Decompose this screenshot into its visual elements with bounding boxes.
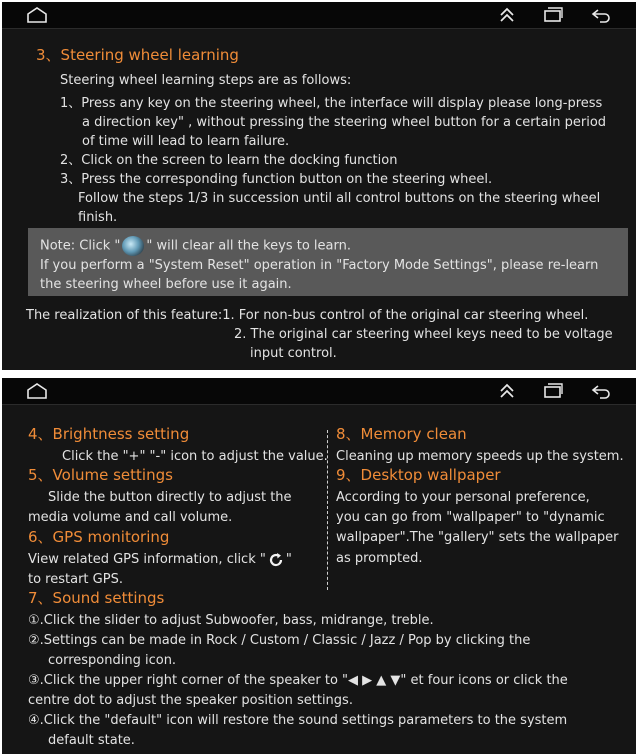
step-line: 3、Press the corresponding function button on the steering wheel. bbox=[60, 172, 493, 187]
screen-steering-wheel-help bbox=[2, 2, 636, 370]
sound-line: ②.Settings can be made in Rock / Custom / Classic / Jazz / Pop by clicking the bbox=[28, 633, 531, 648]
gps-text-before: View related GPS information, click " bbox=[28, 552, 266, 567]
back-arrow-icon[interactable] bbox=[590, 6, 612, 24]
step-line: a direction key" , without pressing the steering wheel button for a certain period bbox=[82, 115, 607, 130]
wallpaper-text: you can go from "wallpaper" to "dynamic bbox=[336, 510, 605, 525]
wallpaper-text: as prompted. bbox=[336, 551, 423, 566]
memory-text: Cleaning up memory speeds up the system. bbox=[336, 449, 624, 464]
sound-line: ④.Click the "default" icon will restore the sound settings parameters to the system bbox=[28, 713, 568, 728]
wallpaper-text: According to your personal preference, bbox=[336, 490, 590, 505]
sound-line: corresponding icon. bbox=[48, 653, 177, 668]
double-chevron-up-icon[interactable] bbox=[498, 382, 516, 400]
sound-line: ①.Click the slider to adjust Subwoofer, bass, midrange, treble. bbox=[28, 613, 434, 628]
section-title-memory: 8、Memory clean bbox=[336, 425, 467, 443]
note-line-2: If you perform a "System Reset" operation in "Factory Mode Settings", please re-learn bbox=[40, 258, 599, 273]
realization-line: input control. bbox=[250, 346, 337, 361]
note-line-1 bbox=[40, 236, 351, 256]
recent-apps-icon[interactable] bbox=[542, 382, 564, 400]
section-title-wallpaper: 9、Desktop wallpaper bbox=[336, 466, 501, 484]
top-status-bar bbox=[2, 378, 636, 405]
steps-intro: Steering wheel learning steps are as follows: bbox=[60, 73, 352, 88]
brightness-text: Click the "+" "-" icon to adjust the value. bbox=[62, 449, 328, 464]
double-chevron-up-icon[interactable] bbox=[498, 6, 516, 24]
home-icon[interactable] bbox=[26, 382, 48, 400]
gps-text-line-2: to restart GPS. bbox=[28, 572, 123, 587]
recent-apps-icon[interactable] bbox=[542, 6, 564, 24]
note-line-3: the steering wheel before use it again. bbox=[40, 277, 292, 292]
sound-line: centre dot to adjust the speaker position settings. bbox=[28, 693, 353, 708]
screen-settings-help bbox=[2, 378, 636, 754]
realization-line: 2. The original car steering wheel keys need to be voltage bbox=[234, 327, 613, 342]
section-title-volume: 5、Volume settings bbox=[28, 466, 173, 484]
section-title-steering: 3、Steering wheel learning bbox=[36, 46, 239, 64]
back-arrow-icon[interactable] bbox=[590, 382, 612, 400]
section-title-brightness: 4、Brightness setting bbox=[28, 425, 190, 443]
step-line: of time will lead to learn failure. bbox=[82, 134, 290, 149]
step-line: 1、Press any key on the steering wheel, the interface will display please long-press bbox=[60, 96, 603, 111]
realization-line: The realization of this feature:1. For non-bus control of the original car steering wheel. bbox=[26, 308, 589, 323]
sound-line: ③.Click the upper right corner of the speaker to "◀ ▶ ▲ ▼" et four icons or click the bbox=[28, 673, 568, 688]
step-line: Follow the steps 1/3 in succession until all control buttons on the steering wheel bbox=[78, 191, 601, 206]
gps-text-after: " bbox=[285, 552, 292, 567]
gps-text-line-1 bbox=[28, 551, 292, 568]
top-status-bar bbox=[2, 2, 636, 29]
note-text-after: " will clear all the keys to learn. bbox=[146, 238, 351, 254]
note-text-before: Note: Click " bbox=[40, 238, 121, 254]
wallpaper-text: wallpaper".The "gallery" sets the wallpaper bbox=[336, 530, 619, 545]
steering-wheel-clear-icon bbox=[122, 236, 144, 256]
volume-text: media volume and call volume. bbox=[28, 510, 233, 525]
step-line: finish. bbox=[78, 210, 118, 225]
home-icon[interactable] bbox=[26, 6, 48, 24]
sound-line: default state. bbox=[48, 733, 135, 748]
step-line: 2、Click on the screen to learn the docking function bbox=[60, 153, 398, 168]
section-title-gps: 6、GPS monitoring bbox=[28, 528, 170, 546]
volume-text: Slide the button directly to adjust the bbox=[48, 490, 292, 505]
section-title-sound: 7、Sound settings bbox=[28, 589, 165, 607]
refresh-icon bbox=[268, 552, 284, 568]
